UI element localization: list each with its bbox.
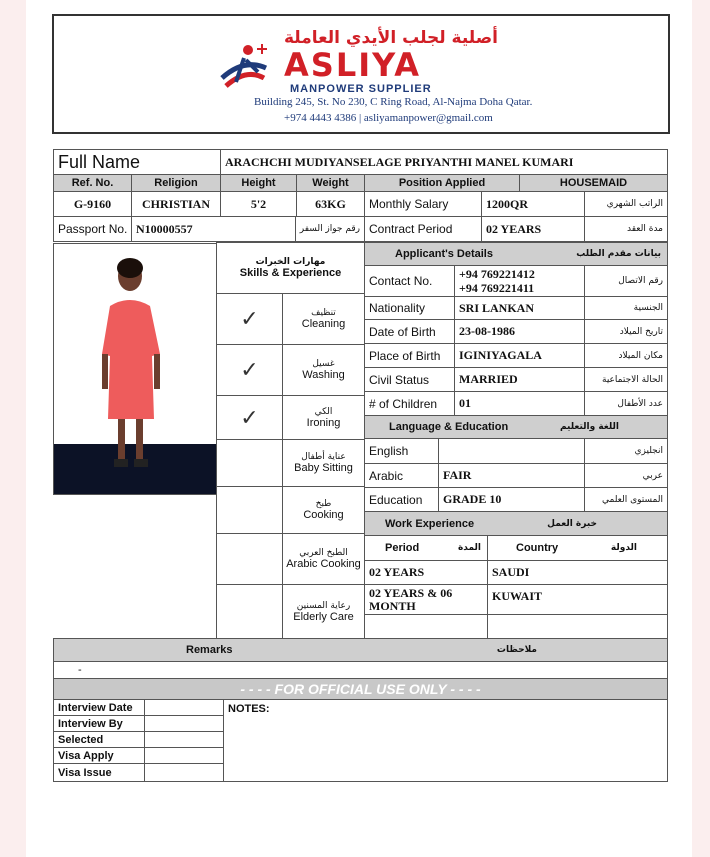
- work-period-2: 02 YEARS & 06 MONTH: [364, 584, 488, 615]
- skill-check-baby-sitting: [216, 439, 283, 487]
- nationality-label: Nationality: [364, 296, 455, 320]
- arabic-label-arabic: عربي: [584, 463, 668, 488]
- work-country-2: KUWAIT: [487, 584, 668, 615]
- company-address: Building 245, St. No 230, C Ring Road, Al-Najma Doha Qatar.: [254, 96, 533, 108]
- skill-elderly-care: رعاية المسنين Elderly Care: [282, 584, 365, 639]
- skill-arabic-cooking: الطبخ العربي Arabic Cooking: [282, 533, 365, 585]
- position-header: Position Applied: [364, 174, 520, 192]
- official-row-selected: Selected: [53, 731, 145, 748]
- nationality-value: SRI LANKAN: [454, 296, 585, 320]
- official-row-interview-by: Interview By: [53, 715, 145, 732]
- education-value: GRADE 10: [438, 487, 585, 512]
- skill-ironing: الكي Ironing: [282, 395, 365, 440]
- skill-check-elderly-care: [216, 584, 283, 639]
- applicant-details-header: Applicant's Details بيانات مقدم الطلب: [364, 242, 668, 266]
- ref-header: Ref. No.: [53, 174, 132, 192]
- notes-box[interactable]: NOTES:: [223, 699, 668, 782]
- passport-label-arabic: رقم جواز السفر: [295, 216, 365, 242]
- weight-value: 63KG: [296, 191, 365, 217]
- skill-check-cleaning: ✓: [216, 293, 283, 345]
- position-value: HOUSEMAID: [519, 174, 668, 192]
- children-value: 01: [454, 391, 585, 416]
- children-label: # of Children: [364, 391, 455, 416]
- english-label-arabic: انجليزي: [584, 438, 668, 464]
- salary-label-arabic: الراتب الشهري: [584, 191, 668, 217]
- height-value: 5'2: [220, 191, 297, 217]
- civil-status-value: MARRIED: [454, 367, 585, 392]
- contract-period-label: Contract Period: [364, 216, 482, 242]
- passport-value: N10000557: [131, 216, 296, 242]
- arabic-label: Arabic: [364, 463, 439, 488]
- work-country-3: [487, 614, 668, 639]
- education-label-arabic: المستوى العلمي: [584, 487, 668, 512]
- english-value: [438, 438, 585, 464]
- company-contact: +974 4443 4386 | asliyamanpower@gmail.com: [284, 112, 493, 124]
- dob-value: 23-08-1986: [454, 319, 585, 344]
- skill-washing: غسيل Washing: [282, 344, 365, 396]
- official-field-interview-date[interactable]: [144, 699, 224, 716]
- official-row-interview-date: Interview Date: [53, 699, 145, 716]
- contract-period-arabic: مدة العقد: [584, 216, 668, 242]
- official-use-banner: - - - - FOR OFFICIAL USE ONLY - - - -: [53, 678, 668, 700]
- full-name-label: Full Name: [53, 149, 221, 175]
- work-experience-header: Work Experience خبرة العمل: [364, 511, 668, 536]
- salary-value: 1200QR: [481, 191, 585, 217]
- official-field-interview-by[interactable]: [144, 715, 224, 732]
- remarks-header: Remarks ملاحظات: [53, 638, 668, 662]
- skill-cleaning: تنظيف Cleaning: [282, 293, 365, 345]
- person-photo-icon: [54, 244, 217, 495]
- weight-header: Weight: [296, 174, 365, 192]
- contact-value: +94 769221412 +94 769221411: [454, 265, 585, 297]
- country-header: Country الدولة: [487, 535, 668, 561]
- skill-cooking: طبخ Cooking: [282, 486, 365, 534]
- company-logo-icon: [214, 38, 274, 98]
- civil-status-label-arabic: الحالة الاجتماعية: [584, 367, 668, 392]
- dob-label: Date of Birth: [364, 319, 455, 344]
- english-label: English: [364, 438, 439, 464]
- ref-value: G-9160: [53, 191, 132, 217]
- skill-check-cooking: [216, 486, 283, 534]
- company-name: ASLIYA: [284, 46, 421, 84]
- period-header: Period المدة: [364, 535, 488, 561]
- remarks-value: -: [53, 661, 668, 679]
- company-subtitle: MANPOWER SUPPLIER: [290, 83, 432, 95]
- place-of-birth-label-arabic: مكان الميلاد: [584, 343, 668, 368]
- arabic-value: FAIR: [438, 463, 585, 488]
- work-country-1: SAUDI: [487, 560, 668, 585]
- skill-check-washing: ✓: [216, 344, 283, 396]
- religion-header: Religion: [131, 174, 221, 192]
- contact-label-arabic: رقم الاتصال: [584, 265, 668, 297]
- official-field-selected[interactable]: [144, 731, 224, 748]
- education-label: Education: [364, 487, 439, 512]
- contact-label: Contact No.: [364, 265, 455, 297]
- nationality-label-arabic: الجنسية: [584, 296, 668, 320]
- skills-header: مهارات الخبرات Skills & Experience: [216, 242, 365, 294]
- official-row-visa-issue: Visa Issue: [53, 763, 145, 782]
- applicant-photo: [53, 243, 217, 495]
- official-row-visa-apply: Visa Apply: [53, 747, 145, 764]
- salary-label: Monthly Salary: [364, 191, 482, 217]
- children-label-arabic: عدد الأطفال: [584, 391, 668, 416]
- contract-period-value: 02 YEARS: [481, 216, 585, 242]
- skill-baby-sitting: عناية أطفال Baby Sitting: [282, 439, 365, 487]
- work-period-1: 02 YEARS: [364, 560, 488, 585]
- place-of-birth-value: IGINIYAGALA: [454, 343, 585, 368]
- official-field-visa-apply[interactable]: [144, 747, 224, 764]
- religion-value: CHRISTIAN: [131, 191, 221, 217]
- skill-check-ironing: ✓: [216, 395, 283, 440]
- full-name-value: ARACHCHI MUDIYANSELAGE PRIYANTHI MANEL KUMARI: [220, 149, 668, 175]
- passport-label: Passport No.: [53, 216, 132, 242]
- dob-label-arabic: تاريخ الميلاد: [584, 319, 668, 344]
- language-education-header: Language & Education اللغة والتعليم: [364, 415, 668, 439]
- height-header: Height: [220, 174, 297, 192]
- official-field-visa-issue[interactable]: [144, 763, 224, 782]
- work-period-3: [364, 614, 488, 639]
- place-of-birth-label: Place of Birth: [364, 343, 455, 368]
- company-name-arabic: أصلية لجلب الأيدي العاملة: [284, 28, 499, 48]
- letterhead: [52, 14, 670, 134]
- civil-status-label: Civil Status: [364, 367, 455, 392]
- skill-check-arabic-cooking: [216, 533, 283, 585]
